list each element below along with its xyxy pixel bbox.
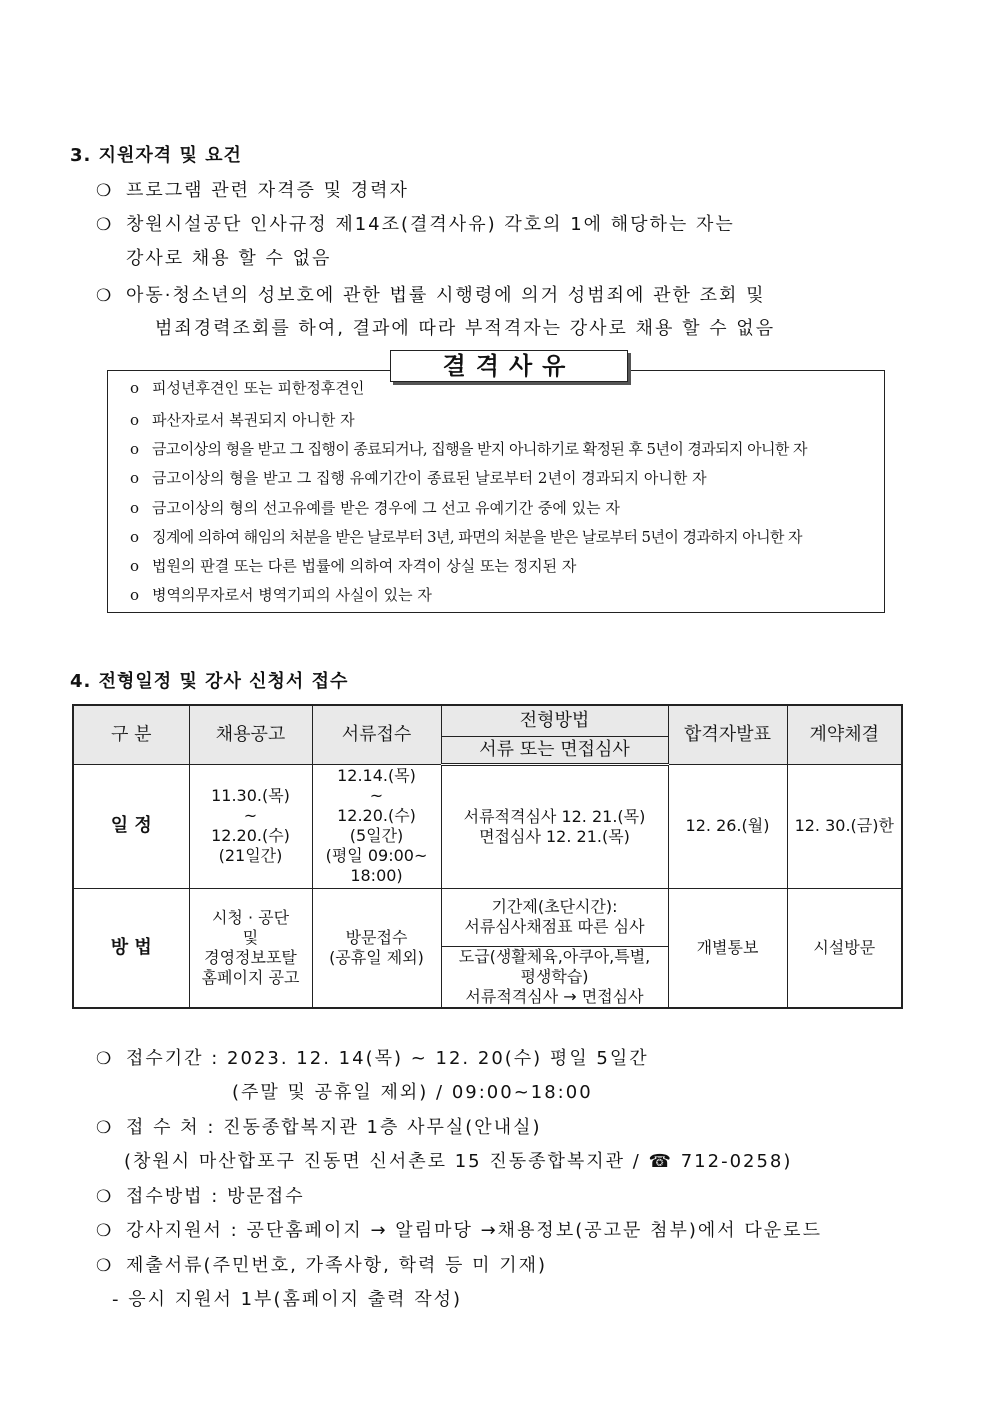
disqualification-item: o 금고이상의 형을 받고 그 집행이 종료되거나, 집행을 받지 아니하기로 확정된 후 5년이 경과되지 아니한 자 [130,440,807,458]
list-item-continuation: (창원시 마산합포구 진동면 신서촌로 15 진동종합복지관 / ☎ 712-0258) [124,1151,793,1172]
cell-notice-schedule: 11.30.(목) ~ 12.20.(수) (21일간) [189,764,312,888]
cell-method-schedule: 서류적격심사 12. 21.(목) 면접심사 12. 21.(목) [441,764,668,888]
disqualification-title: 결격사유 [390,350,628,382]
section4-heading: 4. 전형일정 및 강사 신청서 접수 [70,671,349,692]
disqualification-item: o 파산자로서 복권되지 아니한 자 [130,411,355,429]
cell-notice-method: 시청 · 공단 및 경영정보포탈 홈페이지 공고 [189,888,312,1008]
table-row [73,764,902,888]
bullet-icon: ❍ [96,1187,114,1207]
header-method-sub: 서류 또는 면접심사 [441,736,668,764]
disqualification-item: o 금고이상의 형의 선고유예를 받은 경우에 그 선고 유예기간 중에 있는 자 [130,499,620,517]
list-item-continuation: (주말 및 공휴일 제외) / 09:00~18:00 [232,1082,593,1103]
table-row [73,888,902,946]
cell-result-method: 개별통보 [668,888,787,1008]
list-item: ❍ 접수기간 : 2023. 12. 14(목) ~ 12. 20(수) 평일 5일간 [96,1048,649,1069]
cell-method-a: 기간제(초단시간): 서류심사채점표 따른 심사 [441,888,668,946]
disqualification-item: o 금고이상의 형을 받고 그 집행 유예기간이 종료된 날로부터 2년이 경과되지 아니한 자 [130,469,707,487]
header-contract: 계약체결 [787,705,902,764]
bullet-icon: ❍ [96,286,114,306]
header-result: 합격자발표 [668,705,787,764]
cell-docs-schedule: 12.14.(목) ~ 12.20.(수) (5일간) (평일 09:00~ 18:00) [312,764,441,888]
cell-docs-method: 방문접수 (공휴일 제외) [312,888,441,1008]
list-item-continuation: - 응시 지원서 1부(홈페이지 출력 작성) [112,1289,463,1310]
disqualification-item: o 징계에 의하여 해임의 처분을 받은 날로부터 3년, 파면의 처분을 받은 날로부터 5년이 경과하지 아니한 자 [130,528,802,546]
bullet-icon: ❍ [96,1049,114,1069]
header-notice: 채용공고 [189,705,312,764]
list-item-continuation: 강사로 채용 할 수 없음 [126,248,332,269]
bullet-icon: ❍ [96,1118,114,1138]
schedule-table [72,704,903,1009]
bullet-icon: ❍ [96,215,114,235]
section3-heading: 3. 지원자격 및 요건 [70,145,242,166]
row-label-schedule: 일 정 [73,764,189,888]
list-item: ❍ 아동·청소년의 성보호에 관한 법률 시행령에 의거 성범죄에 관한 조회 및 [96,285,766,306]
list-item: ❍ 접 수 처 : 진동종합복지관 1층 사무실(안내실) [96,1117,542,1138]
list-item: ❍ 접수방법 : 방문접수 [96,1186,305,1207]
disqualification-box [107,370,885,613]
list-item-continuation: 범죄경력조회를 하여, 결과에 따라 부적격자는 강사로 채용 할 수 없음 [155,318,776,339]
list-item: ❍ 제출서류(주민번호, 가족사항, 학력 등 미 기재) [96,1255,548,1276]
cell-contract-schedule: 12. 30.(금)한 [787,764,902,888]
list-item: ❍ 프로그램 관련 자격증 및 경력자 [96,180,409,201]
cell-result-schedule: 12. 26.(월) [668,764,787,888]
list-item: ❍ 창원시설공단 인사규정 제14조(결격사유) 각호의 1에 해당하는 자는 [96,214,735,235]
header-docs: 서류접수 [312,705,441,764]
header-category: 구 분 [73,705,189,764]
disqualification-item: o 병역의무자로서 병역기피의 사실이 있는 자 [130,586,432,604]
cell-method-b: 도급(생활체육,아쿠아,특별, 평생학습) 서류적격심사 → 면접심사 [441,946,668,1008]
bullet-icon: ❍ [96,1221,114,1241]
header-method: 전형방법 [441,705,668,736]
bullet-icon: ❍ [96,181,114,201]
list-item: ❍ 강사지원서 : 공단홈페이지 → 알림마당 →채용정보(공고문 첨부)에서 다운로드 [96,1220,822,1241]
row-label-method: 방 법 [73,888,189,1008]
cell-contract-method: 시설방문 [787,888,902,1008]
disqualification-item: o 피성년후견인 또는 피한정후견인 [130,379,365,397]
disqualification-item: o 법원의 판결 또는 다른 법률에 의하여 자격이 상실 또는 정지된 자 [130,557,577,575]
bullet-icon: ❍ [96,1256,114,1276]
